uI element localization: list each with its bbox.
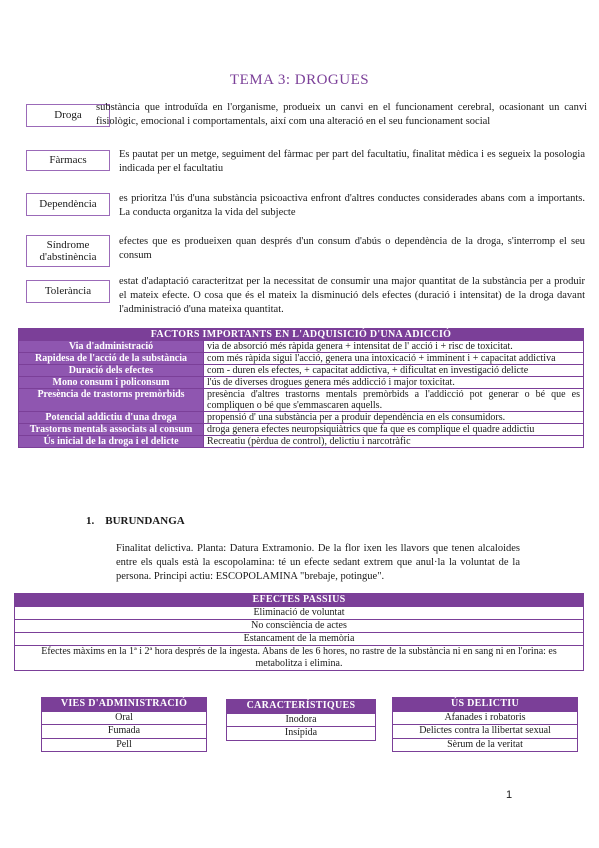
caracteristica-item: Inodora <box>227 713 376 727</box>
factor-value: propensió d' una substància per a produir dependència en els consumidors. <box>204 412 584 424</box>
table-row <box>42 711 207 725</box>
factor-value: via de absorció més ràpida genera + intensitat de l' acció i + risc de toxicitat. <box>204 341 584 353</box>
vies-table <box>41 697 207 752</box>
table-row <box>393 725 578 739</box>
table-row <box>227 713 376 727</box>
table-row <box>19 365 584 377</box>
section-heading <box>86 515 185 527</box>
factor-label: Rapidesa de l'acció de la substància <box>19 353 204 365</box>
table-row <box>42 725 207 739</box>
table-row <box>42 738 207 752</box>
factor-label: Mono consum i policonsum <box>19 377 204 389</box>
factor-value: droga genera efectes neuropsiquiàtrics que fa que es complique el quadre addictiu <box>204 424 584 436</box>
table-row <box>19 424 584 436</box>
factors-table <box>18 328 584 448</box>
term-tolerancia: Tolerància <box>26 280 110 303</box>
efecte-item: No consciència de actes <box>15 620 584 633</box>
factor-label: Presència de trastorns premòrbids <box>19 389 204 412</box>
factor-value: com més ràpida sigui l'acció, genera una intoxicació + imminent i + capacitat addictiva <box>204 353 584 365</box>
vies-item: Oral <box>42 711 207 725</box>
table-row <box>19 341 584 353</box>
efecte-item: Eliminació de voluntat <box>15 607 584 620</box>
factors-header: FACTORS IMPORTANTS EN L'ADQUISICIÓ D'UNA ADICCIÓ <box>19 329 584 341</box>
term-dependencia: Dependència <box>26 193 110 216</box>
efecte-item: Estancament de la memòria <box>15 633 584 646</box>
vies-item: Pell <box>42 738 207 752</box>
factor-label: Duració dels efectes <box>19 365 204 377</box>
us-delictiu-header: ÚS DELICTIU <box>393 698 578 712</box>
definition-dependencia: es prioritza l'ús d'una substància psicoactiva enfront d'altres conductes considerades abans com a importants. La conducta organitza la vida del subjecte <box>119 193 585 218</box>
efectes-table <box>14 593 584 671</box>
factor-value: Recreatiu (pèrdua de control), delictiu i narcotràfic <box>204 436 584 448</box>
table-row <box>15 633 584 646</box>
factor-value: presència d'altres trastorns mentals premòrbids a l'addicció pot generar o bé que es compliquen o bé que s'emmascaren aquells. <box>204 389 584 412</box>
table-row <box>15 620 584 633</box>
caracteristiques-table <box>226 699 376 741</box>
efectes-header: EFECTES PASSIUS <box>15 594 584 607</box>
efecte-item: Efectes màxims en la 1ª i 2ª hora després de la ingesta. Abans de les 6 hores, no rastre de la substància ni en sang ni en l'orina: es metabolitza i elimina. <box>15 646 584 671</box>
definition-tolerancia: estat d'adaptació caracteritzat per la necessitat de consumir una major quantitat de la substància per a produir el mateix efecte. O cosa que és el mateix la disminució dels efectes (duració i intensitat) de la droga davant l'administració d'una mateixa quantitat. <box>119 276 585 315</box>
definition-farmacs: Es pautat per un metge, seguiment del fàrmac per part del facultatiu, finalitat mèdica i es segueix la posologia indicada per el facultatiu <box>119 149 585 174</box>
factor-label: Trastorns mentals associats al consum <box>19 424 204 436</box>
table-row <box>15 607 584 620</box>
definition-sindrome-abstinencia: efectes que es produeixen quan després d'un consum d'abús o dependència de la droga, s'interromp el seu consum <box>119 236 585 261</box>
table-row <box>227 727 376 741</box>
factor-label: Ús inicial de la droga i el delicte <box>19 436 204 448</box>
table-row <box>19 389 584 412</box>
term-sindrome-abstinencia: Síndrome d'abstinència <box>26 235 110 267</box>
table-row <box>19 436 584 448</box>
table-row <box>393 711 578 725</box>
table-row <box>15 646 584 671</box>
us-delictiu-item: Sèrum de la veritat <box>393 738 578 752</box>
factor-value: com - duren els efectes, + capacitat addictiva, + dificultat en investigació delicte <box>204 365 584 377</box>
factor-label: Potencial addictiu d'una droga <box>19 412 204 424</box>
table-row <box>19 353 584 365</box>
term-farmacs: Fàrmacs <box>26 150 110 171</box>
table-row <box>19 412 584 424</box>
us-delictiu-item: Afanades i robatoris <box>393 711 578 725</box>
section-number: 1. <box>86 515 95 527</box>
table-row <box>19 377 584 389</box>
table-row <box>393 738 578 752</box>
section-title: BURUNDANGA <box>105 515 185 527</box>
us-delictiu-item: Delictes contra la llibertat sexual <box>393 725 578 739</box>
page-title: TEMA 3: DROGUES <box>229 72 370 88</box>
vies-header: VIES D'ADMINISTRACIÓ <box>42 698 207 712</box>
us-delictiu-table <box>392 697 578 752</box>
burundanga-paragraph: Finalitat delictiva. Planta: Datura Extramonio. De la flor ixen les llavors que tenen alcaloides entre els quals està la escopolamina: té un efecte sedant extrem que anul·la la voluntat de la persona. Principi actiu: ESCOPOLAMINA "brebaje, potingue". <box>116 543 520 582</box>
term-droga: Droga <box>26 104 110 127</box>
vies-item: Fumada <box>42 725 207 739</box>
definition-droga: substància que introduïda en l'organisme, produeix un canvi en el funcionament cerebral, ocasionant un canvi fisiològic, emocional i comportamentals, així com una alteració en el seu funcionament social <box>96 102 587 127</box>
page-number: 1 <box>506 789 513 801</box>
caracteristica-item: Insípida <box>227 727 376 741</box>
factor-value: l'ús de diverses drogues genera més addicció i major toxicitat. <box>204 377 584 389</box>
caracteristiques-header: CARACTERÍSTIQUES <box>227 700 376 714</box>
factor-label: Via d'administració <box>19 341 204 353</box>
